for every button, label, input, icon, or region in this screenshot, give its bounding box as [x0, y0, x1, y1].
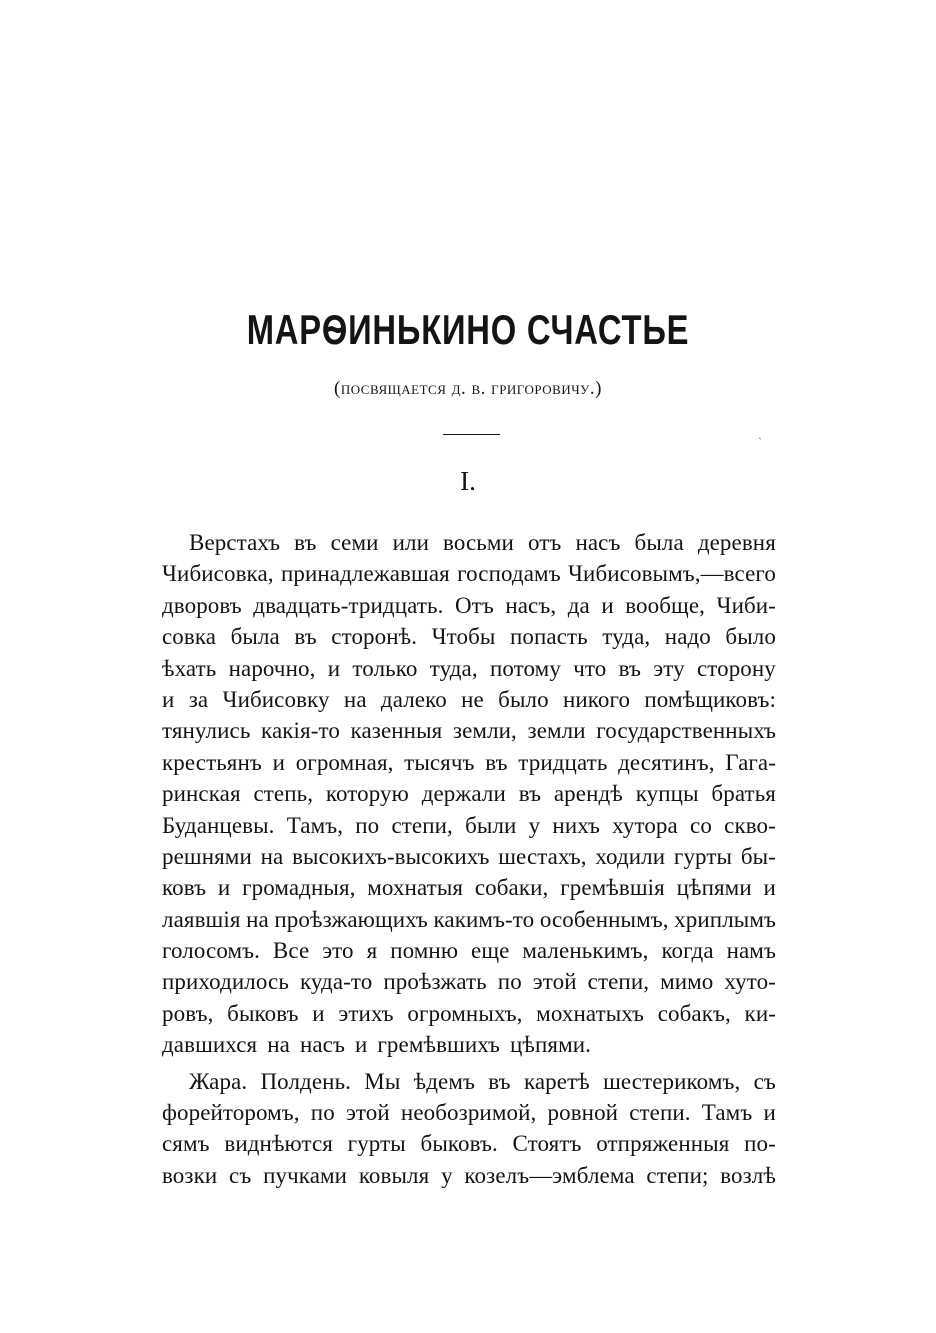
word: семи — [330, 530, 379, 555]
word: по — [355, 812, 380, 838]
word: каретѣ — [523, 1068, 590, 1094]
word: Чиби- — [716, 592, 776, 618]
word: сторону — [696, 655, 776, 681]
word: какія-то — [261, 718, 340, 744]
word: степи, — [587, 969, 650, 995]
word: необозримой, — [400, 1100, 537, 1126]
word: скво- — [724, 812, 776, 838]
text-line — [162, 935, 776, 966]
word: тысячъ — [404, 749, 475, 775]
word: арендѣ — [553, 781, 623, 807]
text-line — [162, 747, 776, 778]
body-text — [162, 527, 776, 1191]
word: гурты — [673, 843, 733, 869]
word: туда, — [429, 655, 478, 681]
word: не — [461, 686, 484, 712]
word: въ — [618, 655, 641, 681]
word: ринская — [162, 781, 241, 807]
word: цѣпями — [676, 875, 752, 901]
word: совка — [162, 624, 217, 650]
word: приходилось — [162, 969, 289, 995]
word: и — [327, 655, 341, 681]
word: и — [162, 686, 175, 712]
paragraph-2 — [162, 1066, 776, 1192]
title-divider — [443, 434, 500, 435]
word: бы- — [740, 843, 776, 869]
word: голосомъ. — [162, 938, 260, 964]
word: мохнатыя — [367, 875, 464, 901]
word: казенныя — [350, 718, 443, 744]
word: я — [366, 938, 378, 964]
word: и — [763, 1100, 776, 1126]
text-line — [162, 527, 776, 558]
word: только — [352, 655, 418, 681]
word: у — [441, 1162, 453, 1188]
word: этой — [532, 969, 577, 995]
word: лаявшія — [162, 906, 241, 932]
word: когда — [661, 938, 714, 964]
word: куда-то — [299, 969, 373, 995]
word: десятинъ, — [618, 749, 715, 775]
word: по — [497, 969, 522, 995]
word: у — [528, 812, 541, 838]
word: ровной — [547, 1100, 619, 1126]
word: Отъ — [454, 592, 494, 618]
word: Чтобы — [431, 624, 496, 650]
paragraph-1 — [162, 527, 776, 1061]
word: господамъ — [457, 561, 561, 587]
word: огромная, — [295, 749, 394, 775]
word: намъ — [726, 938, 776, 964]
word: насъ — [299, 1032, 345, 1058]
word: проѣзжающихъ — [274, 906, 428, 932]
text-line — [162, 810, 776, 841]
word: земли — [527, 718, 586, 744]
word: насъ, — [505, 592, 557, 618]
word: Чибисовымъ,—всего — [568, 561, 776, 587]
text-line — [162, 1128, 776, 1159]
word: Буданцевы. — [162, 812, 275, 838]
word: быковъ — [227, 1000, 299, 1026]
word: огромныхъ, — [407, 1000, 523, 1026]
text-line — [162, 715, 776, 746]
word: Чибисовка, — [162, 561, 274, 587]
word: и — [272, 749, 285, 775]
word: Гага- — [725, 749, 776, 775]
word: государственныхъ — [596, 718, 776, 744]
text-line — [162, 998, 776, 1029]
word: нихъ — [552, 812, 600, 838]
word: Верстахъ — [189, 530, 281, 555]
print-speck: ˏ — [758, 426, 762, 440]
word: по — [310, 1100, 335, 1126]
word: гремѣвшихъ — [377, 1032, 500, 1058]
word: сторонѣ. — [331, 624, 418, 650]
text-line — [162, 590, 776, 621]
text-line — [162, 904, 776, 935]
word: виднѣются — [224, 1131, 333, 1157]
word: ки- — [744, 1000, 776, 1026]
word: Стоятъ — [512, 1131, 582, 1157]
word: держали — [421, 781, 506, 807]
text-line — [162, 684, 776, 715]
text-line — [162, 966, 776, 997]
word: Все — [272, 938, 310, 964]
word: и — [354, 1032, 368, 1058]
word: съ — [753, 1068, 776, 1094]
word: гурты — [347, 1131, 406, 1157]
word: этихъ — [338, 1000, 394, 1026]
word: форейторомъ, — [162, 1100, 300, 1126]
word: далеко — [380, 686, 447, 712]
word: гремѣвшія — [560, 875, 665, 901]
word: была — [634, 530, 684, 555]
word: дворовъ — [162, 592, 242, 618]
word: Тамъ, — [286, 812, 344, 838]
word: цѣпями. — [509, 1032, 591, 1058]
word: это — [322, 938, 354, 964]
word: въ — [488, 1068, 511, 1094]
word: ровъ, — [162, 1000, 214, 1026]
word: быковъ. — [420, 1131, 498, 1157]
word: Чибисовку — [222, 686, 330, 712]
text-line — [162, 841, 776, 872]
word: маленькимъ, — [522, 938, 649, 964]
word: степи. — [629, 1100, 691, 1126]
text-line — [162, 1160, 776, 1191]
word: въ — [294, 530, 317, 555]
word: земли, — [452, 718, 517, 744]
word: на — [246, 906, 269, 932]
text-line — [162, 558, 776, 589]
word: и — [217, 875, 231, 901]
word: и — [312, 1000, 325, 1026]
word: мохнатыхъ — [536, 1000, 644, 1026]
word: помню — [390, 938, 459, 964]
word: Полдень. — [260, 1068, 352, 1094]
word: потому — [489, 655, 561, 681]
word: Мы — [364, 1068, 401, 1094]
word: решнями — [162, 843, 252, 869]
word: мимо — [660, 969, 714, 995]
word: шестахъ, — [498, 843, 587, 869]
word: братья — [711, 781, 776, 807]
word: степи, — [391, 812, 453, 838]
word: тянулись — [162, 718, 251, 744]
word: Жара. — [189, 1068, 248, 1094]
word: со — [690, 812, 712, 838]
word: тридцать — [518, 749, 608, 775]
dedication: (посвящается д. в. григоровичу.) — [334, 378, 602, 399]
word: какимъ-то — [433, 906, 535, 932]
word: попасть — [510, 624, 588, 650]
word: въ — [518, 781, 542, 807]
word: и — [763, 875, 776, 901]
word: вообще, — [625, 592, 706, 618]
text-line — [162, 1097, 776, 1128]
word: нарочно, — [228, 655, 316, 681]
text-line — [162, 1066, 776, 1097]
word: пучками — [263, 1162, 348, 1188]
word: хуто- — [724, 969, 776, 995]
word: деревня — [697, 530, 776, 555]
word: этой — [345, 1100, 390, 1126]
word: собаки, — [474, 875, 549, 901]
word: было — [498, 686, 549, 712]
word: Тамъ — [701, 1100, 753, 1126]
word: съ — [229, 1162, 252, 1188]
text-line — [162, 778, 776, 809]
text-line — [162, 653, 776, 684]
word: помѣщиковъ: — [644, 686, 776, 712]
word: крестьянъ — [162, 749, 262, 775]
text-line — [162, 1029, 776, 1060]
word: да — [567, 592, 590, 618]
word: степи; — [646, 1162, 709, 1188]
word: ѣдемъ — [413, 1068, 476, 1094]
word: собакъ, — [657, 1000, 731, 1026]
word: отпряженныя — [596, 1131, 730, 1157]
word: ковъ — [162, 875, 207, 901]
word: принадлежавшая — [280, 561, 450, 587]
word: никого — [562, 686, 631, 712]
word: было — [725, 624, 776, 650]
word: что — [573, 655, 607, 681]
word: еще — [471, 938, 510, 964]
word: по- — [744, 1131, 776, 1157]
word: которую — [325, 781, 409, 807]
word: ходили — [595, 843, 666, 869]
text-line — [162, 872, 776, 903]
word: были — [465, 812, 517, 838]
word: хутора — [612, 812, 678, 838]
word: за — [188, 686, 209, 712]
word: козелъ—эмблема — [464, 1162, 635, 1188]
word: туда, — [602, 624, 651, 650]
word: восьми — [443, 530, 514, 555]
word: на — [260, 843, 284, 869]
chapter-title: МАРѲИНЬКИНО СЧАСТЬЕ — [246, 306, 690, 353]
word: хриплымъ — [674, 906, 776, 932]
word: въ — [294, 624, 317, 650]
word: надо — [664, 624, 711, 650]
word: возки — [162, 1162, 218, 1188]
word: степь, — [253, 781, 314, 807]
word: и — [601, 592, 614, 618]
word: шестерикомъ, — [603, 1068, 741, 1094]
word: ѣхать — [162, 655, 217, 681]
word: ковыля — [358, 1162, 430, 1188]
word: возлѣ — [720, 1162, 776, 1188]
word: или — [392, 530, 429, 555]
word: давшихся — [162, 1032, 258, 1058]
word: эту — [653, 655, 685, 681]
word: въ — [485, 749, 508, 775]
word: купцы — [635, 781, 699, 807]
word: особеннымъ, — [539, 906, 669, 932]
word: двадцать-тридцать. — [253, 592, 444, 618]
word: на — [267, 1032, 290, 1058]
word: высокихъ-высокихъ — [292, 843, 490, 869]
chapter-number: I. — [460, 466, 476, 496]
word: на — [343, 686, 367, 712]
word: отъ — [527, 530, 562, 555]
word: насъ — [575, 530, 621, 555]
text-line — [162, 621, 776, 652]
word: громадныя, — [242, 875, 356, 901]
word: проѣзжать — [383, 969, 487, 995]
word: была — [230, 624, 280, 650]
word: сямъ — [162, 1131, 210, 1157]
